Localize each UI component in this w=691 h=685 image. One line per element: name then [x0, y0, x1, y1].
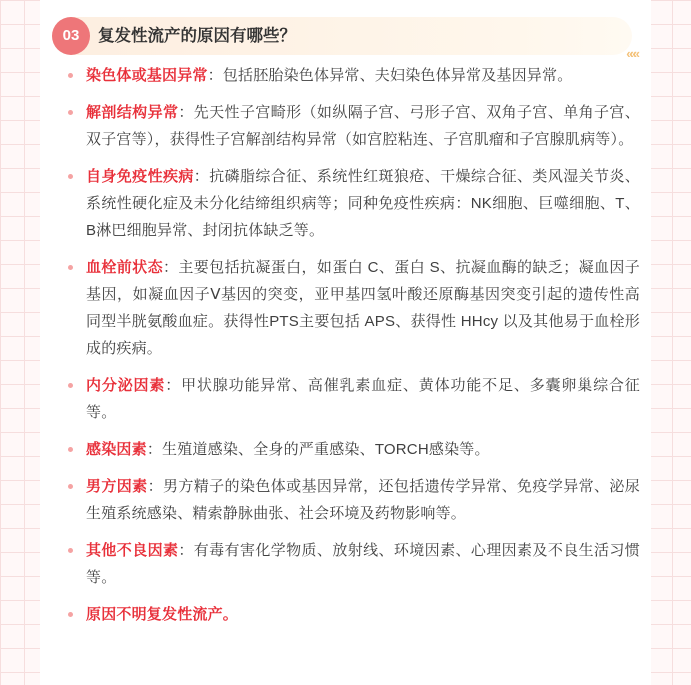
list-item — [58, 163, 640, 244]
item-description: ：有毒有害化学物质、放射线、环境因素、心理因素及不良生活习惯等。 — [86, 542, 640, 586]
section-header — [52, 17, 636, 61]
item-description: ：包括胚胎染色体异常、夫妇染色体异常及基因异常。 — [207, 67, 573, 84]
item-term: 解剖结构异常 — [86, 104, 179, 121]
bullet-icon — [68, 484, 73, 489]
item-term: 原因不明复发性流产。 — [86, 606, 239, 623]
list-item — [58, 537, 640, 591]
item-term: 染色体或基因异常 — [86, 67, 208, 84]
item-term: 内分泌因素 — [86, 377, 166, 394]
list-item — [58, 254, 640, 362]
item-description: ：男方精子的染色体或基因异常，还包括遗传学异常、免疫学异常、泌尿生殖系统感染、精索静脉曲张、社会环境及药物影响等。 — [86, 478, 640, 522]
list-item — [58, 436, 640, 463]
item-description: ：抗磷脂综合征、系统性红斑狼疮、干燥综合征、类风湿关节炎、系统性硬化症及未分化结缔组织病等；同种免疫性疾病：NK细胞、巨噬细胞、T、B淋巴细胞异常、封闭抗体缺乏等。 — [86, 168, 640, 239]
item-term: 其他不良因素 — [86, 542, 179, 559]
item-term: 自身免疫性疾病 — [86, 168, 194, 185]
item-term: 男方因素 — [86, 478, 148, 495]
content-card — [40, 0, 651, 685]
bullet-icon — [68, 548, 73, 553]
bullet-icon — [68, 265, 73, 270]
item-description: ：甲状腺功能异常、高催乳素血症、黄体功能不足、多囊卵巢综合征等。 — [86, 377, 640, 421]
bullet-icon — [68, 383, 73, 388]
list-item — [58, 62, 640, 89]
list-item — [58, 99, 640, 153]
item-description: ：生殖道感染、全身的严重感染、TORCH感染等。 — [146, 441, 490, 458]
bullet-icon — [68, 174, 73, 179]
list-item — [58, 372, 640, 426]
chevron-decoration-icon: ««« — [626, 46, 636, 61]
bullet-icon — [68, 73, 73, 78]
item-description: ：先天性子宫畸形（如纵隔子宫、弓形子宫、双角子宫、单角子宫、双子宫等），获得性子宫解剖结构异常（如宫腔粘连、子宫肌瘤和子宫腺肌病等）。 — [86, 104, 640, 148]
item-term: 血栓前状态 — [86, 259, 163, 276]
bullet-icon — [68, 447, 73, 452]
section-number-badge: 03 — [52, 17, 90, 55]
bullet-icon — [68, 110, 73, 115]
list-item — [58, 601, 640, 628]
cause-list — [58, 62, 640, 638]
section-title: 复发性流产的原因有哪些？ — [98, 27, 296, 45]
bullet-icon — [68, 612, 73, 617]
item-term: 感染因素 — [86, 441, 147, 458]
item-description: ：主要包括抗凝蛋白，如蛋白 C、蛋白 S、抗凝血酶的缺乏；凝血因子基因，如凝血因子Ⅴ基因的突变，亚甲基四氢叶酸还原酶基因突变引起的遗传性高同型半胱氨酸血症。获得性PTS主要包括 APS、获得性 HHcy 以及其他易于血栓形成的疾病。 — [86, 259, 640, 357]
list-item — [58, 473, 640, 527]
